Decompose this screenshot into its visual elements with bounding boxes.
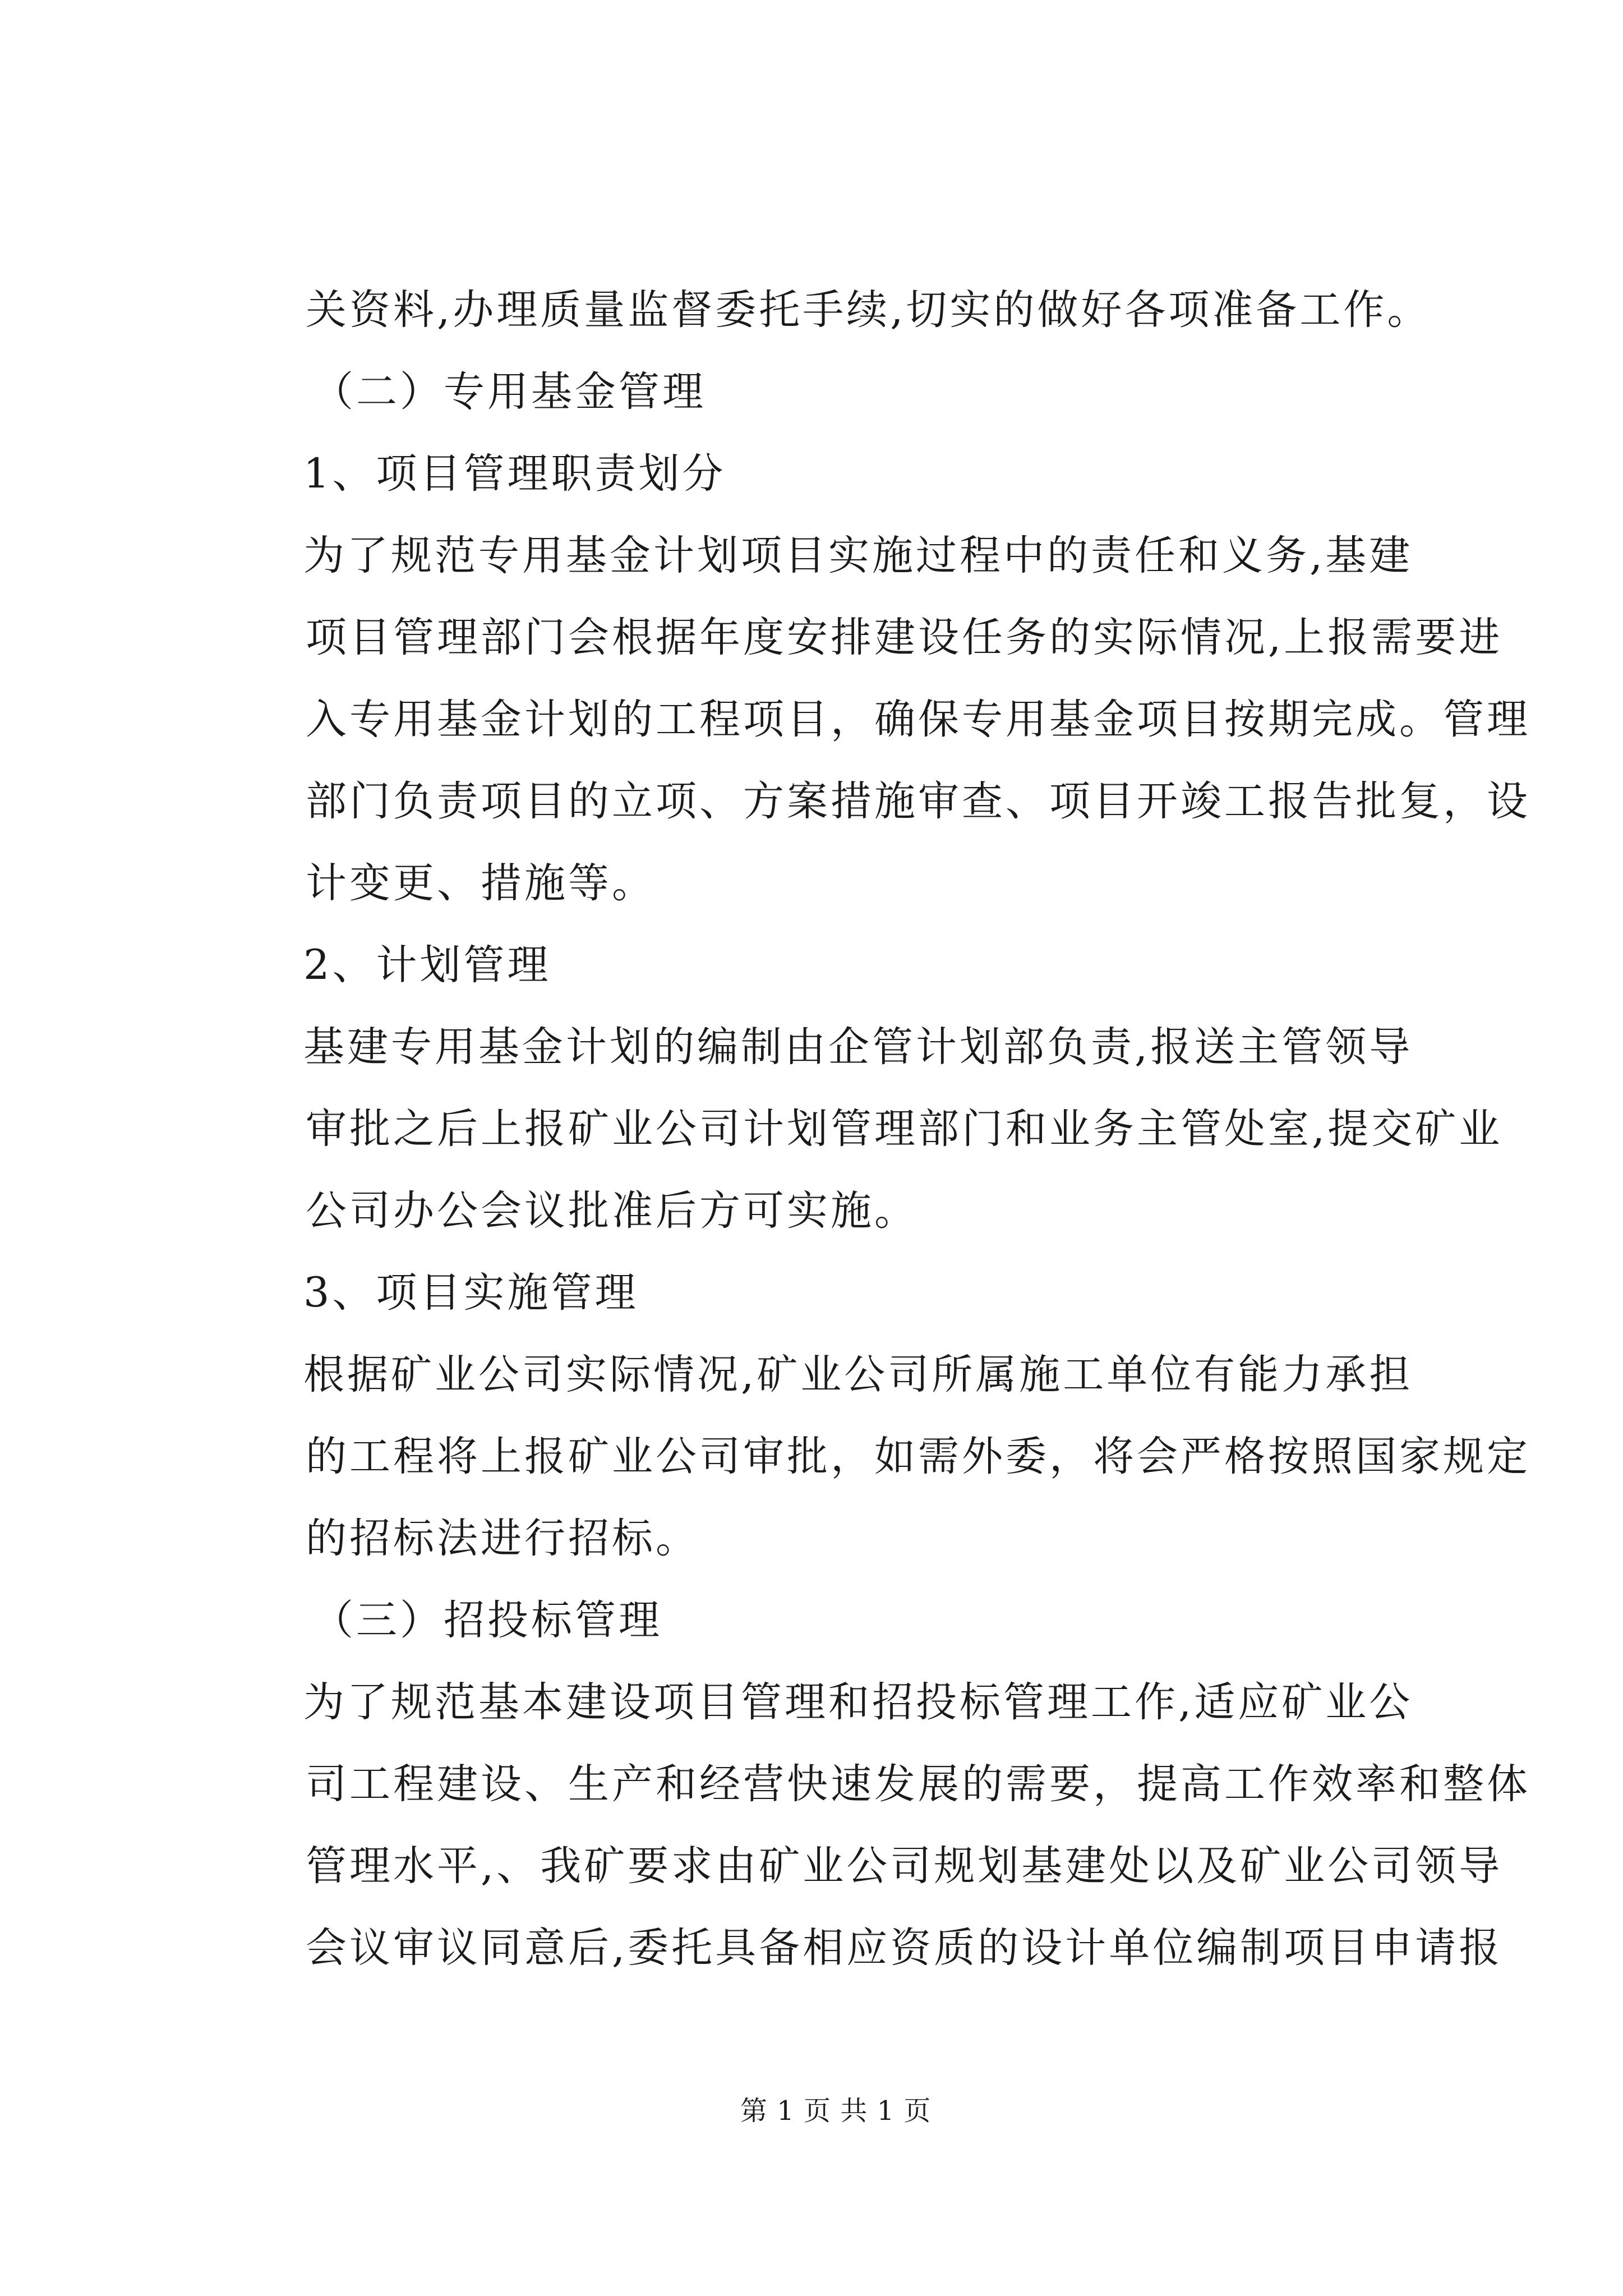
body-line: 项目管理部门会根据年度安排建设任务的实际情况,上报需要进 [306,614,1503,661]
body-line: 计变更、措施等。 [306,859,656,907]
body-line: 管理水平,、我矿要求由矿业公司规划基建处以及矿业公司领导 [306,1842,1503,1890]
subsection-heading: 1、项目管理职责划分 [303,450,726,498]
body-line: 基建专用基金计划的编制由企管计划部负责,报送主管领导 [303,1023,1413,1071]
body-line: 根据矿业公司实际情况,矿业公司所属施工单位有能力承担 [303,1351,1413,1398]
subsection-heading: 3、项目实施管理 [303,1269,639,1317]
body-line: 的工程将上报矿业公司审批，如需外委，将会严格按照国家规定 [306,1433,1530,1480]
body-line: 为了规范基本建设项目管理和招投标管理工作,适应矿业公 [303,1678,1413,1726]
body-line: 审批之后上报矿业公司计划管理部门和业务主管处室,提交矿业 [306,1105,1503,1153]
page-number-footer: 第 1 页 共 1 页 [740,2095,932,2127]
body-line: 关资料,办理质量监督委托手续,切实的做好各项准备工作。 [306,286,1431,334]
body-line: 会议审议同意后,委托具备相应资质的设计单位编制项目申请报 [306,1924,1503,1972]
body-line: 的招标法进行招标。 [306,1515,699,1562]
section-heading: （二）专用基金管理 [312,368,706,416]
section-heading: （三）招投标管理 [312,1596,662,1644]
body-line: 公司办公会议批准后方可实施。 [306,1187,918,1235]
subsection-heading: 2、计划管理 [303,941,551,989]
body-line: 入专用基金计划的工程项目，确保专用基金项目按期完成。管理 [306,696,1530,743]
body-line: 司工程建设、生产和经营快速发展的需要，提高工作效率和整体 [306,1760,1530,1808]
body-line: 部门负责项目的立项、方案措施审查、项目开竣工报告批复，设 [306,777,1530,825]
body-line: 为了规范专用基金计划项目实施过程中的责任和义务,基建 [303,532,1413,579]
